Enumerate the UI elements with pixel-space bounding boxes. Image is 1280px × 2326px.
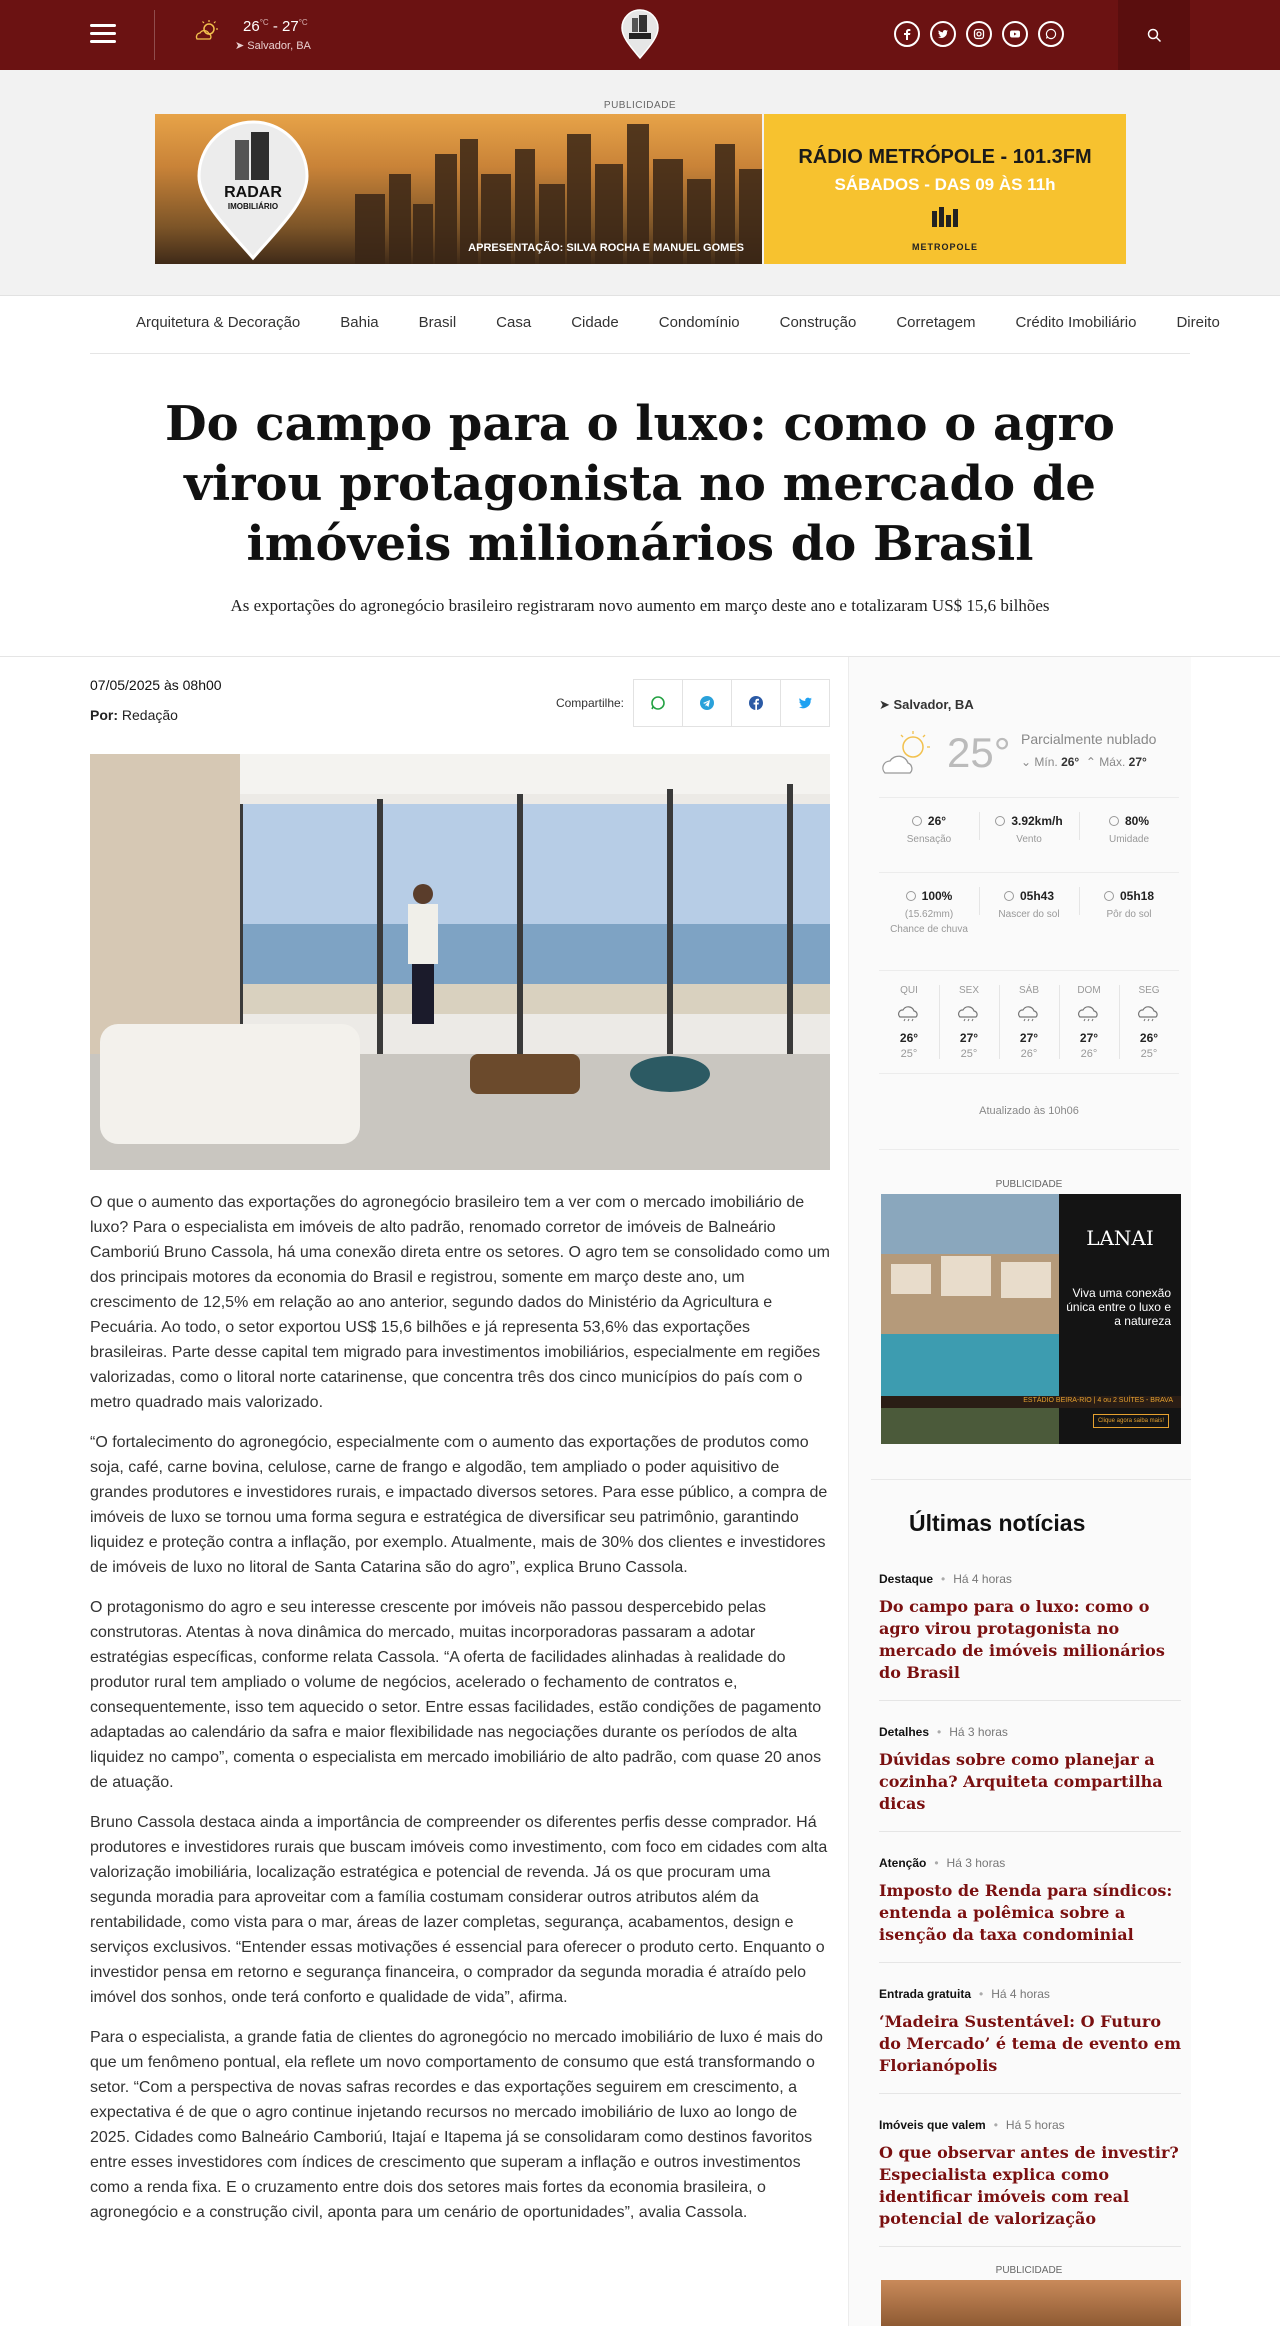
share-twitter-button[interactable] (780, 679, 830, 727)
hero-photo (90, 754, 830, 1170)
wind-icon (995, 816, 1005, 826)
forecast-day (1059, 971, 1119, 1073)
radar-imobiliario-logo[interactable] (620, 10, 660, 60)
article-header (0, 354, 1280, 657)
forecast-max: 27° (1019, 1031, 1039, 1045)
header-divider (154, 10, 155, 60)
news-time: Há 4 horas (991, 1987, 1050, 2001)
weather-stat-label: Sensação (906, 834, 952, 845)
weather-stat-extra: (15.62mm) (904, 909, 954, 920)
side-ad-label: PUBLICIDADE (995, 1179, 1063, 1190)
category-link[interactable]: Construção (779, 314, 857, 331)
category-list (136, 314, 1260, 331)
forecast-day-name: SEX (958, 985, 979, 996)
weather-location: ➤ Salvador, BA (879, 697, 974, 712)
sidebar (848, 657, 1191, 2326)
author-label: Por: (90, 707, 118, 723)
sunrise-icon (1004, 891, 1014, 901)
forecast-day-name: SÁB (1018, 985, 1039, 996)
weather-stat-value: 05h18 (1119, 889, 1155, 903)
news-meta (879, 1856, 1181, 1870)
news-item[interactable] (879, 1572, 1181, 1701)
forecast-min: 26° (1020, 1048, 1038, 1060)
article-title: Do campo para o luxo: como o agro virou protagonista no mercado de imóveis milionários do Brasil (165, 396, 1115, 572)
ad-band (0, 70, 1280, 296)
lanai-strip (881, 1396, 1181, 1408)
weather-stat-value: 3.92km/h (1011, 814, 1063, 828)
news-meta-dot: • (934, 1856, 939, 1870)
category-link[interactable]: Condomínio (658, 314, 740, 331)
whatsapp-icon (650, 695, 666, 711)
forecast-min: 25° (960, 1048, 978, 1060)
lanai-cta-button[interactable]: Clique agora saiba mais! (1093, 1414, 1169, 1428)
weather-stat (1079, 798, 1179, 872)
category-link[interactable]: Cidade (571, 314, 619, 331)
twitter-icon[interactable] (930, 21, 956, 47)
weather-forecast (879, 970, 1179, 1074)
lanai-tagline: Viva uma conexão única entre o luxo e a natureza (1066, 1286, 1171, 1328)
news-meta (879, 2118, 1181, 2132)
max-label: Máx. (1099, 755, 1126, 769)
partly-cloudy-icon (879, 729, 939, 779)
news-meta-dot: • (941, 1572, 946, 1586)
category-link[interactable]: Casa (496, 314, 532, 331)
luxury-living-room-image (90, 754, 830, 1170)
lanai-strip-text: ESTÁDIO BEIRA-RIO | 4 ou 2 SUÍTES - BRAVA (1023, 1397, 1173, 1404)
news-time: Há 5 horas (1005, 2118, 1065, 2132)
rain-cloud-icon (1135, 1002, 1163, 1022)
weather-stats-row-1 (879, 797, 1179, 872)
weather-location-text: Salvador, BA (893, 697, 974, 712)
forecast-day (1119, 971, 1179, 1073)
forecast-min: 26° (1080, 1048, 1098, 1060)
sunset-icon (1104, 891, 1114, 901)
news-meta (879, 1987, 1181, 2001)
metropole-logo-icon (930, 207, 960, 227)
category-link[interactable]: Arquitetura & Decoração (136, 314, 301, 331)
instagram-icon[interactable] (966, 21, 992, 47)
weather-divider (879, 1149, 1179, 1150)
header-location-text: Salvador, BA (247, 40, 311, 52)
article-subtitle: As exportações do agronegócio brasileiro registraram novo aumento em março deste ano e totalizaram US$ 15,6 bilhões (230, 596, 1050, 615)
news-tag: Atenção (879, 1856, 927, 1870)
weather-updated: Atualizado às 10h06 (979, 1105, 1079, 1117)
article-paragraph: “O fortalecimento do agronegócio, especialmente com o aumento das exportações de produtos como soja, café, carne bovina, celulose, carne de frango e algodão, tem ampliado o poder aquisitivo de grandes produtores e investidores rurais, e impactado diversos setores. Para esse público, a compra de imóveis de luxo se tornou uma forma segura e estratégica de diversificar seu patrimônio, garantindo liquidez e proteção contra a inflação, por exemplo. Atualmente, mais de 30% dos clientes e investidores de imóveis de luxo no litoral de Santa Catarina são do agro”, explica Bruno Cassola. (90, 1434, 828, 1576)
news-meta-dot: • (979, 1987, 984, 2001)
forecast-max: 26° (1139, 1031, 1159, 1045)
forecast-day (939, 971, 999, 1073)
weather-stat-value: 100% (921, 889, 953, 903)
forecast-day (999, 971, 1059, 1073)
article-body (90, 1190, 830, 2240)
latest-news-list (879, 1572, 1181, 2271)
forecast-max: 27° (959, 1031, 979, 1045)
news-title-link[interactable]: ‘Madeira Sustentável: O Futuro do Mercado’ é tema de evento em Florianópolis (879, 2012, 1182, 2075)
latest-news-heading: Últimas notícias (909, 1510, 1086, 1536)
rain-cloud-icon (895, 1002, 923, 1022)
article-author (90, 707, 178, 723)
radar-logo-text: RADAR (224, 184, 282, 201)
temp-max: 27 (282, 18, 299, 35)
share-whatsapp-button[interactable] (633, 679, 683, 727)
article-paragraph: Bruno Cassola destaca ainda a importância de compreender os diferentes perfis desse comprador. Há produtores e investidores rurais que buscam imóveis como investimento, com foco em cidades com alta valorização imobiliária, localização estratégica e potencial de revenda. Já os que procuram uma segunda moradia para aproveitar com a família costumam considerar outros atributos além da rentabilidade, como vista para o mar, áreas de lazer completas, segurança, acabamentos, design e serviços exclusivos. “Entender essas motivações é essencial para oferecer o produto certo. Enquanto o investidor pensa em retorno e segurança financeira, o comprador da segunda moradia é atraído pelo imóvel dos sonhos, onde terá conforto e qualidade de vida”, afirma. (90, 1814, 828, 2006)
weather-stat-value: 05h43 (1019, 889, 1055, 903)
weather-stat (879, 873, 979, 970)
article-date: 07/05/2025 às 08h00 (90, 677, 222, 693)
category-link[interactable]: Corretagem (896, 314, 976, 331)
news-item[interactable] (879, 2118, 1181, 2247)
rain-cloud-icon (906, 891, 916, 901)
rain-cloud-icon (1075, 1002, 1103, 1022)
news-time: Há 3 horas (949, 1725, 1008, 1739)
radio-banner-ad[interactable] (155, 114, 1126, 264)
news-title-link[interactable]: Dúvidas sobre como planejar a cozinha? Arquiteta compartilha dicas (879, 1750, 1163, 1813)
news-tag: Entrada gratuita (879, 1987, 972, 2001)
forecast-min: 25° (1140, 1048, 1158, 1060)
hamburger-icon[interactable] (90, 24, 116, 44)
news-meta (879, 1725, 1181, 1739)
min-temp: 26° (1061, 755, 1080, 769)
weather-stat-label: Nascer do sol (998, 909, 1060, 920)
news-item[interactable] (879, 1987, 1181, 2094)
social-links (894, 21, 1064, 47)
lanai-brand: LANAI (1086, 1226, 1154, 1250)
presenters-text: APRESENTAÇÃO: SILVA ROCHA E MANUEL GOMES (468, 242, 744, 254)
author-name[interactable]: Redação (121, 707, 178, 723)
forecast-day (879, 971, 939, 1073)
news-meta (879, 1572, 1181, 1586)
news-tag: Destaque (879, 1572, 934, 1586)
weather-stat-value: 26° (927, 814, 947, 828)
weather-stat-value: 80% (1124, 814, 1150, 828)
news-item[interactable] (879, 1856, 1181, 1963)
radar-logo-subtext: IMOBILIÁRIO (227, 202, 279, 211)
facebook-icon (748, 695, 764, 711)
category-link[interactable]: Brasil (418, 314, 457, 331)
news-time: Há 3 horas (946, 1856, 1006, 1870)
whatsapp-icon[interactable] (1038, 21, 1064, 47)
weather-stat-label: Umidade (1108, 834, 1150, 845)
weather-condition: Parcialmente nublado (1021, 731, 1157, 747)
rain-cloud-icon (1015, 1002, 1043, 1022)
thermometer-icon (912, 816, 922, 826)
temp-unit: °C (298, 18, 308, 27)
rain-cloud-icon (955, 1002, 983, 1022)
header-location: ➤ Salvador, BA (235, 40, 311, 52)
forecast-max: 27° (1079, 1031, 1099, 1045)
weather-stat (979, 873, 1079, 970)
weather-stats-row-2 (879, 872, 1179, 970)
header-temps (243, 18, 308, 35)
forecast-min: 25° (900, 1048, 918, 1060)
forecast-max: 26° (899, 1031, 919, 1045)
radar-logo-badge (195, 120, 311, 260)
facebook-icon[interactable] (894, 21, 920, 47)
city-skyline-image (155, 114, 762, 264)
news-title-link[interactable]: O que observar antes de investir? Especialista explica como identificar imóveis com real potencial de valorização (879, 2143, 1179, 2228)
min-label: Mín. (1034, 755, 1058, 769)
lanai-ad[interactable] (881, 1194, 1181, 1444)
news-tag: Imóveis que valem (879, 2118, 986, 2132)
search-button[interactable] (1118, 0, 1190, 70)
news-divider (871, 1479, 1191, 1480)
bottom-ad-image[interactable] (881, 2280, 1181, 2326)
category-nav (90, 296, 1220, 354)
news-title-link[interactable]: Imposto de Renda para síndicos: entenda a polêmica sobre a isenção da taxa condominial (879, 1881, 1173, 1944)
weather-stat-label: Pôr do sol (1106, 909, 1152, 920)
bottom-ad-label: PUBLICIDADE (995, 2265, 1063, 2276)
max-temp: 27° (1128, 755, 1147, 769)
category-link[interactable]: Crédito Imobiliário (1015, 314, 1137, 331)
article-paragraph: O que o aumento das exportações do agronegócio brasileiro tem a ver com o mercado imobiliário de luxo? Para o especialista em imóveis de alto padrão, renomado corretor de imóveis de Balneário Camboriú Bruno Cassola, há uma conexão direta entre os setores. O agro tem se consolidado como um dos principais motores da economia do Brasil e registrou, somente em março deste ano, um crescimento de 12,5% em relação ao ano anterior, segundo dados do Ministério da Agricultura e Pecuária. Ao todo, o setor exportou US$ 15,6 bilhões e já representa 53,6% das exportações brasileiras. Parte desse capital tem migrado para investimentos imobiliários, especialmente em regiões valorizadas, como o litoral norte catarinense, que concentra três dos cinco municípios do país com o metro quadrado mais valorizado. (90, 1194, 830, 1411)
news-item[interactable] (879, 1725, 1181, 1832)
category-link[interactable]: Bahia (340, 314, 379, 331)
forecast-day-name: DOM (1077, 985, 1101, 996)
radio-title: RÁDIO METRÓPOLE - 101.3FM (798, 146, 1092, 168)
news-tag: Detalhes (879, 1725, 930, 1739)
article-paragraph: O protagonismo do agro e seu interesse crescente por imóveis não passou despercebido pelas construtoras. Atentas à nova dinâmica do mercado, muitas incorporadoras passaram a adotar estratégias específicas, conforme relata Cassola. “A oferta de facilidades alinhadas à realidade do produtor rural tem ampliado o volume de negócios, acelerado o fechamento de contratos e, consequentemente, isso tem aquecido o setor. Entre essas facilidades, estão condições de pagamento adaptadas ao calendário da safra e maior flexibilidade nas negociações durante os períodos de alta liquidez no campo”, comenta o especialista em mercado imobiliário de alto padrão, com quase 20 anos de atuação. (90, 1599, 822, 1791)
temp-separator: - (272, 18, 283, 35)
temp-min: 26 (243, 18, 260, 35)
share-label: Compartilhe: (555, 696, 624, 710)
share-facebook-button[interactable] (731, 679, 781, 727)
weather-stat-label: Chance de chuva (890, 924, 968, 935)
news-time: Há 4 horas (953, 1572, 1012, 1586)
telegram-icon (699, 695, 715, 711)
forecast-day-name: SEG (1138, 985, 1160, 996)
current-temp: 25° (947, 729, 1011, 776)
share-bar (556, 679, 830, 727)
twitter-icon (797, 695, 813, 711)
weather-stat (979, 798, 1079, 872)
share-telegram-button[interactable] (682, 679, 732, 727)
top-header (0, 0, 1280, 70)
radio-logo-text: METROPOLE (911, 242, 978, 252)
droplet-icon (1109, 816, 1119, 826)
sun-cloud-icon (193, 20, 223, 42)
search-icon (1147, 28, 1162, 43)
article-paragraph: Para o especialista, a grande fatia de clientes do agronegócio no mercado imobiliário de luxo é mais do que um fenômeno pontual, ela reflete um novo comportamento de consumo que está transformando o setor. “Com a perspectiva de novas safras recordes e das exportações seguirem em crescimento, a expectativa é de que o agro continue injetando recursos no mercado imobiliário de luxo ao longo de 2025. Cidades como Balneário Camboriú, Itajaí e Itapema já se consolidaram como destinos favoritos entre esses investidores com índices de crescimento que superam a inflação e outros investimentos como a renda fixa. E o cruzamento entre dois dos setores mais fortes da economia brasileira, o agronegócio e a construção civil, aponta para um cenário de oportunidades”, avalia Cassola. (90, 2029, 823, 2221)
weather-stat (1079, 873, 1179, 970)
temp-unit: °C (259, 18, 269, 27)
news-meta-dot: • (993, 2118, 998, 2132)
forecast-day-name: QUI (900, 985, 918, 996)
youtube-icon[interactable] (1002, 21, 1028, 47)
weather-stat (879, 798, 979, 872)
radio-panel (764, 114, 1126, 264)
ad-label: PUBLICIDADE (603, 100, 677, 111)
radio-schedule: SÁBADOS - DAS 09 ÀS 11h (834, 175, 1056, 194)
news-title-link[interactable]: Do campo para o luxo: como o agro virou protagonista no mercado de imóveis milionários do Brasil (879, 1597, 1165, 1682)
weather-stat-label: Vento (1016, 834, 1042, 845)
min-max-temp: ⌄ Mín. 26° ⌃ Máx. 27° (1021, 755, 1147, 769)
news-meta-dot: • (937, 1725, 942, 1739)
category-link[interactable]: Direito (1176, 314, 1220, 331)
